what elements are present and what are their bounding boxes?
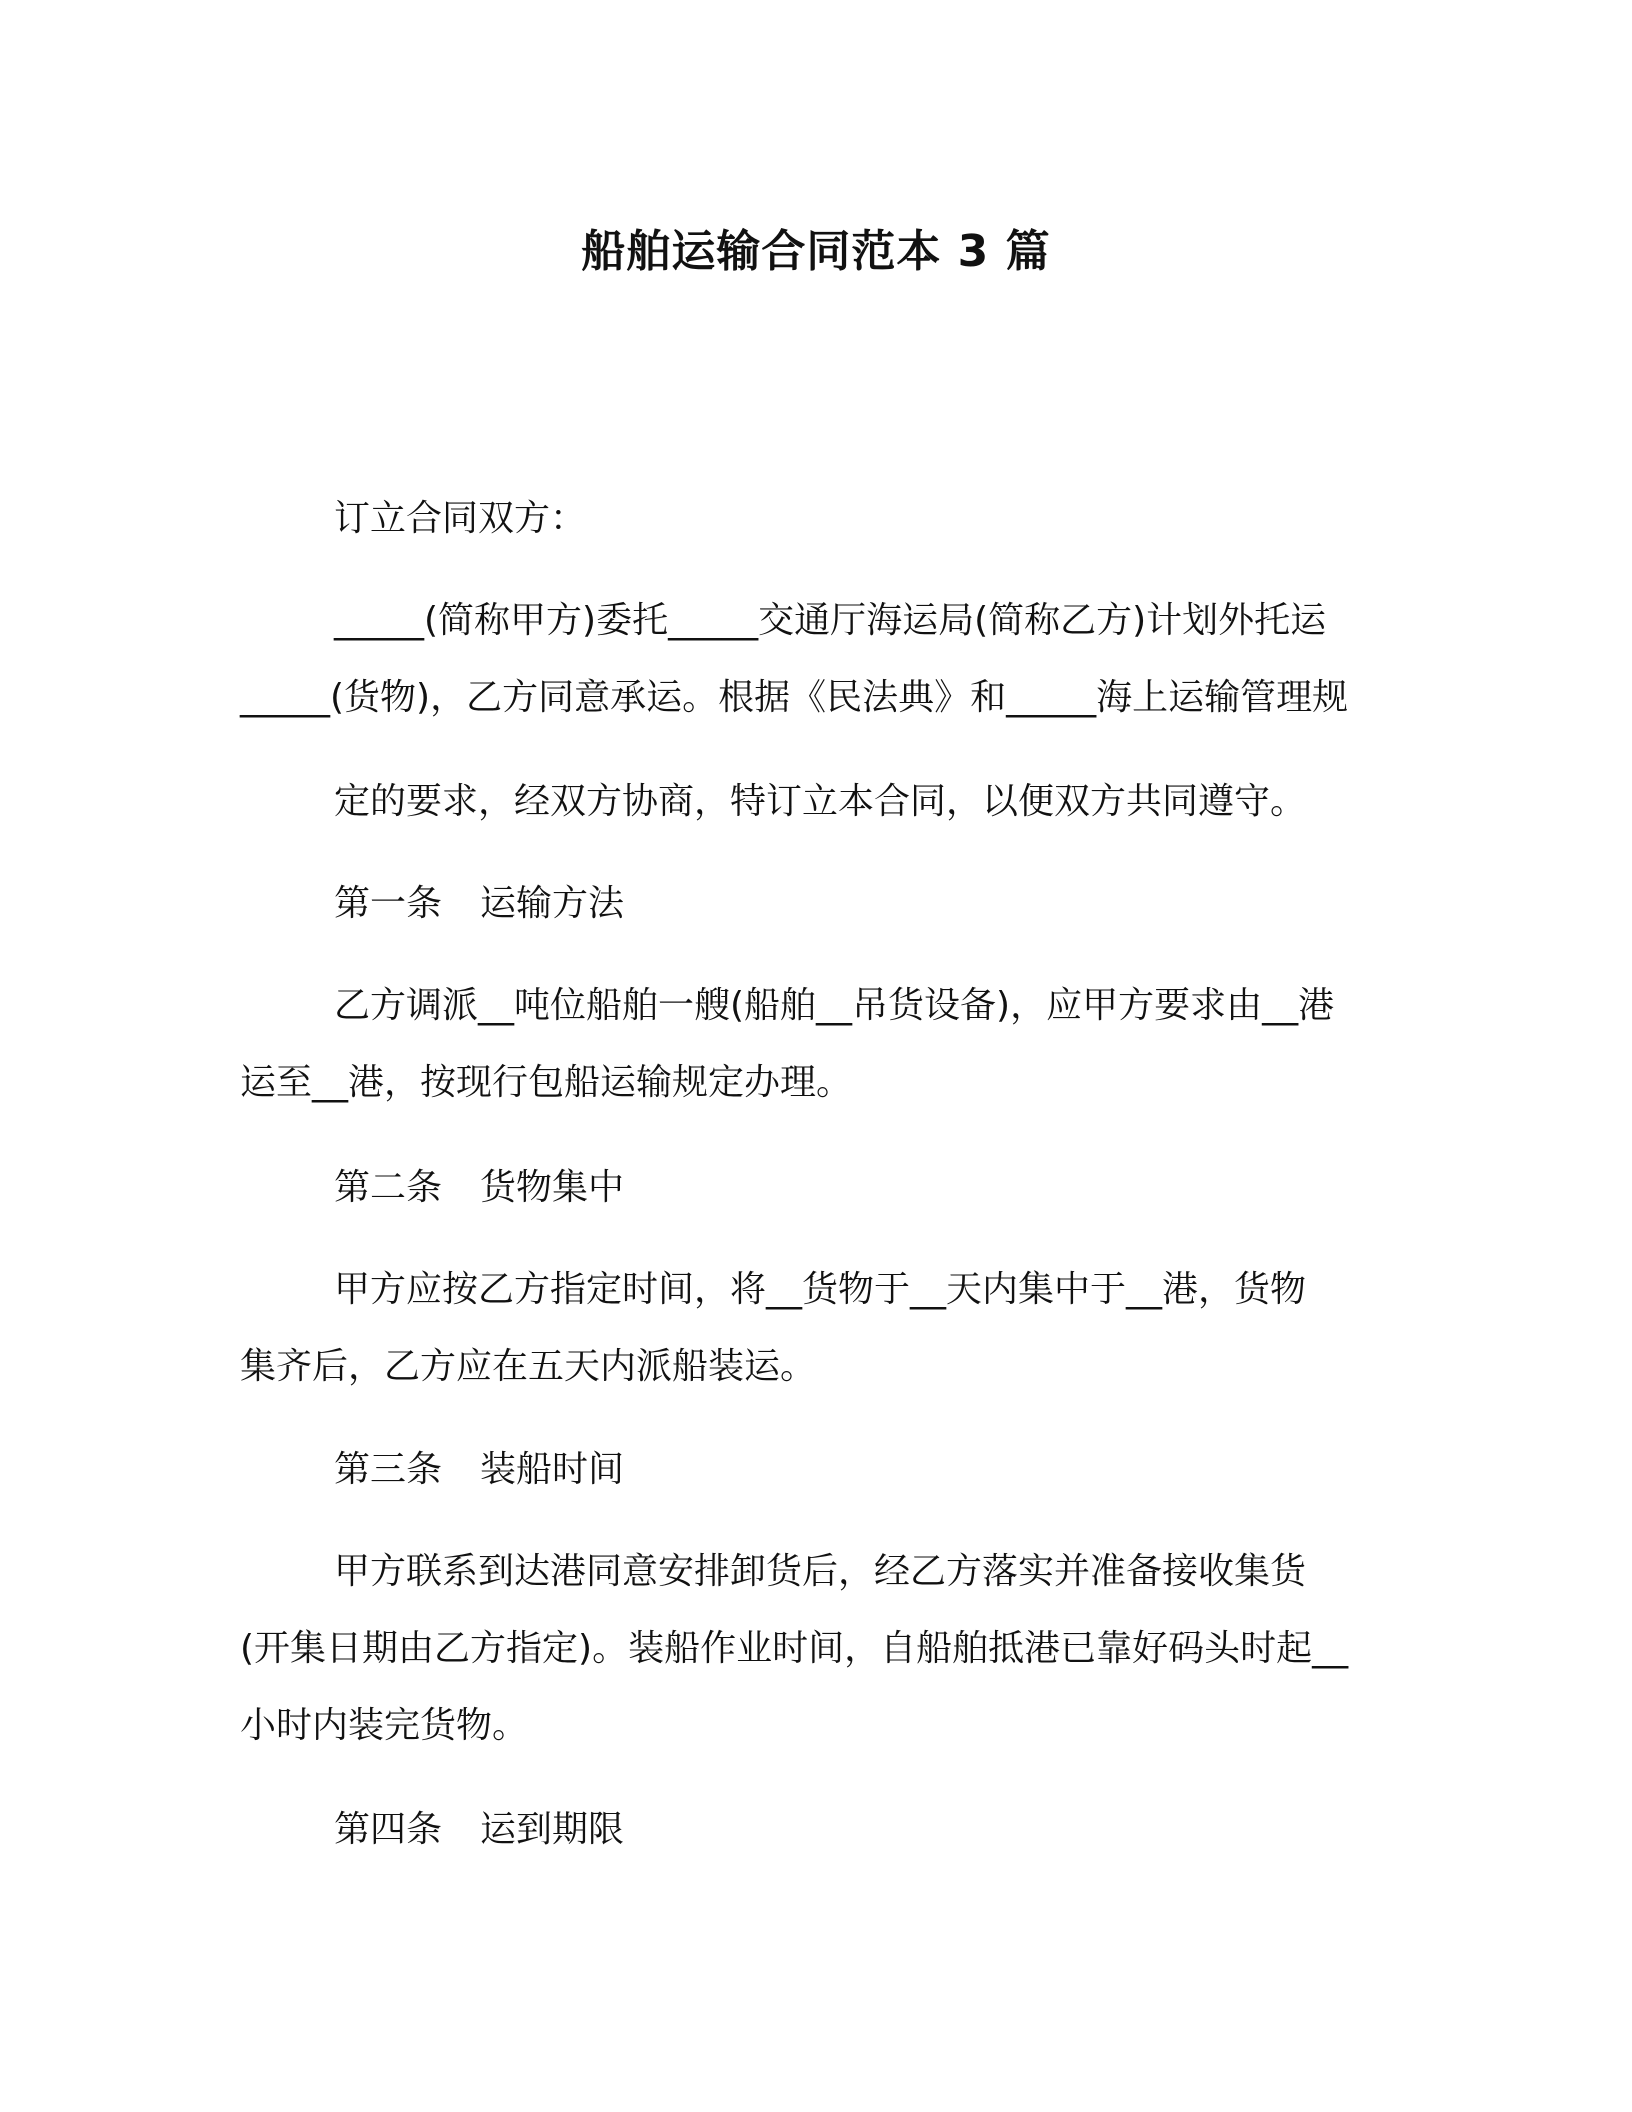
article-3-line-1: 甲方联系到达港同意安排卸货后，经乙方落实并准备接收集货 <box>334 1551 1307 1592</box>
intro-label: 订立合同双方： <box>334 498 587 539</box>
article-number: 第二条 <box>334 1167 443 1208</box>
article-heading-text: 装船时间 <box>480 1449 625 1490</box>
article-3-heading <box>334 1446 624 1494</box>
preamble-line-2: _____(货物)，乙方同意承运。根据《民法典》和_____海上运输管理规 <box>240 677 1349 718</box>
article-1-line-1: 乙方调派__吨位船舶一艘(船舶__吊货设备)，应甲方要求由__港 <box>334 985 1335 1026</box>
article-4-heading <box>334 1806 624 1854</box>
article-1-heading <box>334 880 624 928</box>
article-number: 第一条 <box>334 883 443 924</box>
article-2-line-1: 甲方应按乙方指定时间，将__货物于__天内集中于__港，货物 <box>334 1269 1307 1310</box>
article-heading-text: 运输方法 <box>480 883 625 924</box>
article-heading-text: 货物集中 <box>480 1167 625 1208</box>
article-3-line-3: 小时内装完货物。 <box>240 1705 529 1746</box>
preamble-line-3: 定的要求，经双方协商，特订立本合同，以便双方共同遵守。 <box>334 781 1307 822</box>
document-title: 船舶运输合同范本 3 篇 <box>581 226 1051 277</box>
article-number: 第三条 <box>334 1449 443 1490</box>
article-heading-text: 运到期限 <box>480 1809 625 1850</box>
article-1-line-2: 运至__港，按现行包船运输规定办理。 <box>240 1062 853 1103</box>
preamble-line-1: _____(简称甲方)委托_____交通厅海运局(简称乙方)计划外托运 <box>334 600 1327 641</box>
article-2-heading <box>334 1164 624 1212</box>
article-2-line-2: 集齐后，乙方应在五天内派船装运。 <box>240 1346 817 1387</box>
article-number: 第四条 <box>334 1809 443 1850</box>
article-3-line-2: (开集日期由乙方指定)。装船作业时间，自船舶抵港已靠好码头时起__ <box>240 1628 1349 1669</box>
